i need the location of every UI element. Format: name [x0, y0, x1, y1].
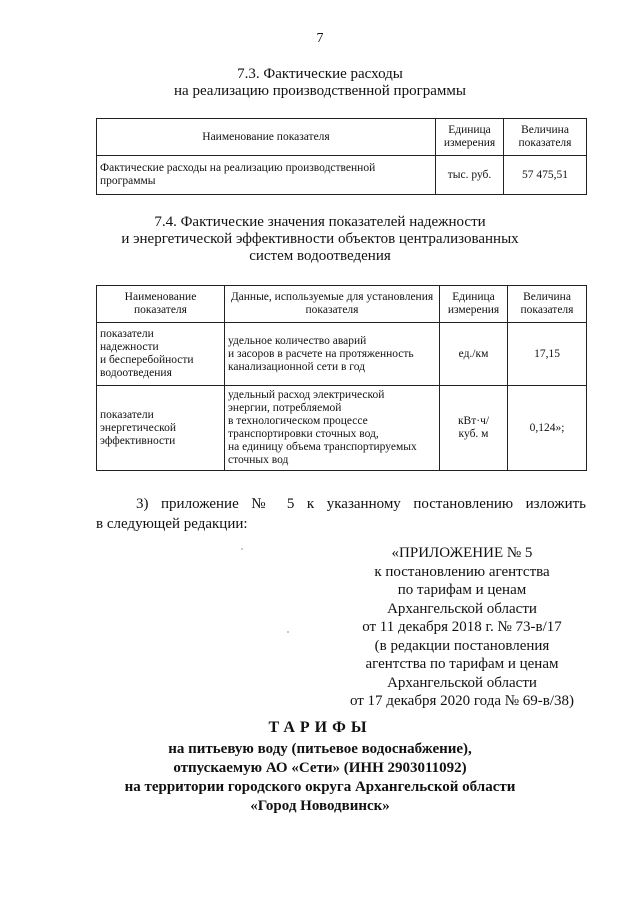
- cell-unit: [440, 386, 508, 471]
- appendix-line: «ПРИЛОЖЕНИЕ № 5: [391, 545, 533, 561]
- section-7-3-heading: [0, 66, 640, 100]
- cell-unit: [440, 323, 508, 386]
- header-unit: Единица измерения: [440, 286, 508, 323]
- cell-text-line: надежности: [100, 341, 159, 353]
- section-7-4-title-line3: систем водоотведения: [249, 248, 391, 264]
- appendix-line: Архангельской области: [387, 674, 537, 691]
- header-indicator-name: Наименование показателя: [97, 119, 436, 156]
- cell-indicator-name: [97, 323, 225, 386]
- cell-text-line: транспортировки сточных вод,: [228, 428, 379, 440]
- scan-speck: [287, 631, 289, 633]
- cell-text-line: канализационной сети в год: [228, 360, 365, 373]
- section-7-4-heading: [0, 214, 640, 265]
- cell-text-line: показатели: [100, 408, 154, 421]
- scan-speck: [241, 548, 243, 550]
- cell-text-line: и засоров в расчете на протяженность: [228, 347, 414, 360]
- table-row: [97, 323, 587, 386]
- cell-text-line: эффективности: [100, 434, 176, 447]
- appendix-line: от 17 декабря 2020 года № 69-в/38): [349, 693, 575, 709]
- table-header-row: [97, 119, 587, 156]
- tariffs-line2: отпускаемую АО «Сети» (ИНН 2903011092): [173, 760, 467, 776]
- tariffs-heading: [0, 718, 640, 816]
- tariffs-title: ТАРИФЫ: [268, 719, 372, 736]
- cell-source-data: [225, 386, 440, 471]
- cell-text-line: энергетической: [100, 421, 176, 434]
- tariffs-line1: на питьевую воду (питьевое водоснабжение),: [168, 741, 472, 757]
- table-row: [97, 386, 587, 471]
- amendment-line1: 3) приложение № 5 к указанному постановлению изложить: [136, 496, 586, 512]
- cell-source-data: [225, 323, 440, 386]
- cell-text-line: ед./км: [458, 347, 489, 360]
- cell-indicator-name: [97, 386, 225, 471]
- cell-text-line: удельный расход электрической: [228, 389, 385, 401]
- tariffs-line3: на территории городского округа Архангельской области: [124, 779, 516, 795]
- cell-text-line: и бесперебойности: [100, 354, 194, 366]
- cell-value: 57 475,51: [504, 156, 587, 195]
- table-header-row: [97, 286, 587, 323]
- section-7-3-title-line1: 7.3. Фактические расходы: [237, 66, 403, 82]
- appendix-reference: [332, 544, 592, 711]
- actual-expenses-table: [96, 118, 587, 195]
- amendment-line2: в следующей редакции:: [96, 516, 248, 532]
- cell-text-line: куб. м: [458, 428, 489, 440]
- cell-unit: тыс. руб.: [436, 156, 504, 195]
- reliability-efficiency-table: [96, 285, 587, 471]
- cell-value: 0,124»;: [508, 386, 587, 471]
- cell-text-line: энергии, потребляемой: [228, 402, 342, 414]
- cell-text-line: в технологическом процессе: [228, 415, 368, 427]
- appendix-line: (в редакции постановления: [374, 637, 550, 654]
- tariffs-line4: «Город Новодвинск»: [250, 798, 390, 814]
- header-value: Величина показателя: [504, 119, 587, 156]
- cell-indicator-name: Фактические расходы на реализацию производственной программы: [97, 156, 436, 195]
- appendix-line: от 11 декабря 2018 г. № 73-в/17: [362, 619, 562, 635]
- header-source-data: Данные, используемые для установления показателя: [225, 286, 440, 323]
- cell-text-line: показатели: [100, 328, 154, 340]
- appendix-line: к постановлению агентства: [374, 563, 550, 580]
- appendix-line: по тарифам и ценам: [397, 582, 527, 598]
- section-7-3-title-line2: на реализацию производственной программы: [174, 83, 466, 99]
- cell-value: 17,15: [508, 323, 587, 386]
- cell-text-line: на единицу объема транспортируемых: [228, 441, 417, 453]
- appendix-line: Архангельской области: [387, 600, 537, 617]
- section-7-4-title-line1: 7.4. Фактические значения показателей надежности: [154, 214, 486, 230]
- cell-text-line: сточных вод: [228, 454, 289, 466]
- cell-text-line: водоотведения: [100, 367, 172, 379]
- appendix-line: агентства по тарифам и ценам: [365, 656, 559, 672]
- page-number: 7: [316, 31, 324, 46]
- header-unit: Единица измерения: [436, 119, 504, 156]
- amendment-paragraph: [96, 494, 586, 534]
- header-indicator-name: Наименование показателя: [97, 286, 225, 323]
- header-value: Величина показателя: [508, 286, 587, 323]
- section-7-4-title-line2: и энергетической эффективности объектов централизованных: [121, 231, 519, 247]
- cell-text-line: удельное количество аварий: [228, 334, 367, 347]
- cell-text-line: кВт·ч/: [457, 415, 490, 427]
- table-row: [97, 156, 587, 195]
